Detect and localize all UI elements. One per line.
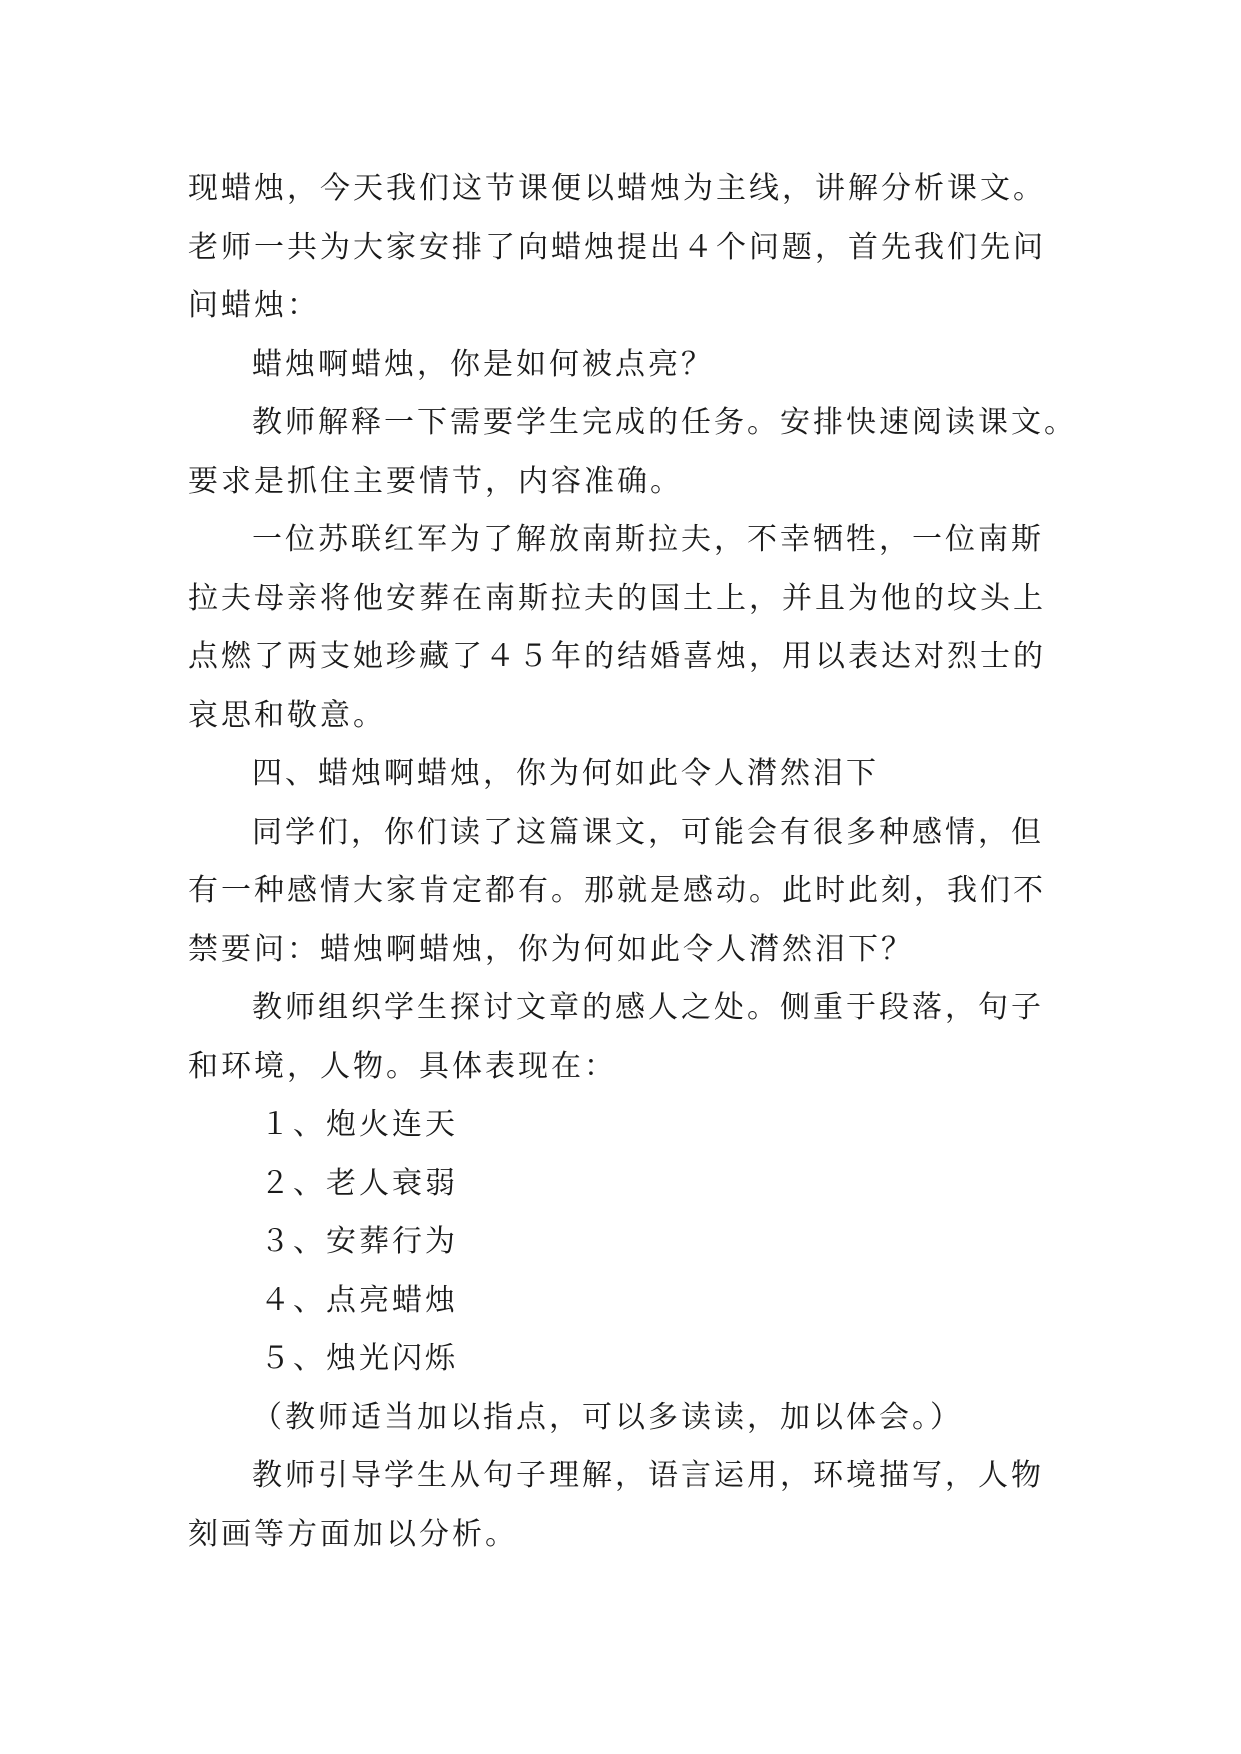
text-line: 有一种感情大家肯定都有。那就是感动。此时此刻，我们不 [188,873,1046,908]
text-line: 教师引导学生从句子理解，语言运用，环境描写，人物 [252,1458,1044,1493]
text-line: 教师解释一下需要学生完成的任务。安排快速阅读课文。 [252,405,1077,440]
text-line: 哀思和敬意。 [188,697,386,733]
text-line: 现蜡烛，今天我们这节课便以蜡烛为主线，讲解分析课文。 [188,171,1046,206]
body-text [188,160,1077,1564]
text-line: 蜡烛啊蜡烛，你是如何被点亮？ [252,346,714,382]
text-line: 老师一共为大家安排了向蜡烛提出４个问题，首先我们先问 [188,229,1046,265]
text-line: （教师适当加以指点，可以多读读，加以体会。） [252,1399,963,1435]
list-item: ４、点亮蜡烛 [260,1282,458,1318]
text-line: 要求是抓住主要情节，内容准确。 [188,463,683,499]
text-line: 问蜡烛： [188,288,320,323]
list-item: １、炮火连天 [260,1107,458,1142]
list-item: ２、老人衰弱 [260,1165,458,1201]
text-line: 教师组织学生探讨文章的感人之处。侧重于段落，句子 [252,990,1044,1025]
text-line: 点燃了两支她珍藏了４５年的结婚喜烛，用以表达对烈士的 [188,639,1046,674]
text-line: 和环境，人物。具体表现在： [188,1048,617,1084]
list-item: ５、烛光闪烁 [260,1341,458,1376]
text-line: 同学们，你们读了这篇课文，可能会有很多种感情，但 [252,814,1044,850]
text-line: 刻画等方面加以分析。 [188,1516,518,1552]
section-heading: 四、蜡烛啊蜡烛，你为何如此令人潸然泪下 [252,756,879,791]
list-item: ３、安葬行为 [260,1224,458,1259]
text-line: 拉夫母亲将他安葬在南斯拉夫的国土上，并且为他的坟头上 [188,580,1046,616]
text-line: 一位苏联红军为了解放南斯拉夫，不幸牺牲，一位南斯 [252,522,1044,557]
text-line: 禁要问：蜡烛啊蜡烛，你为何如此令人潸然泪下？ [188,931,914,967]
